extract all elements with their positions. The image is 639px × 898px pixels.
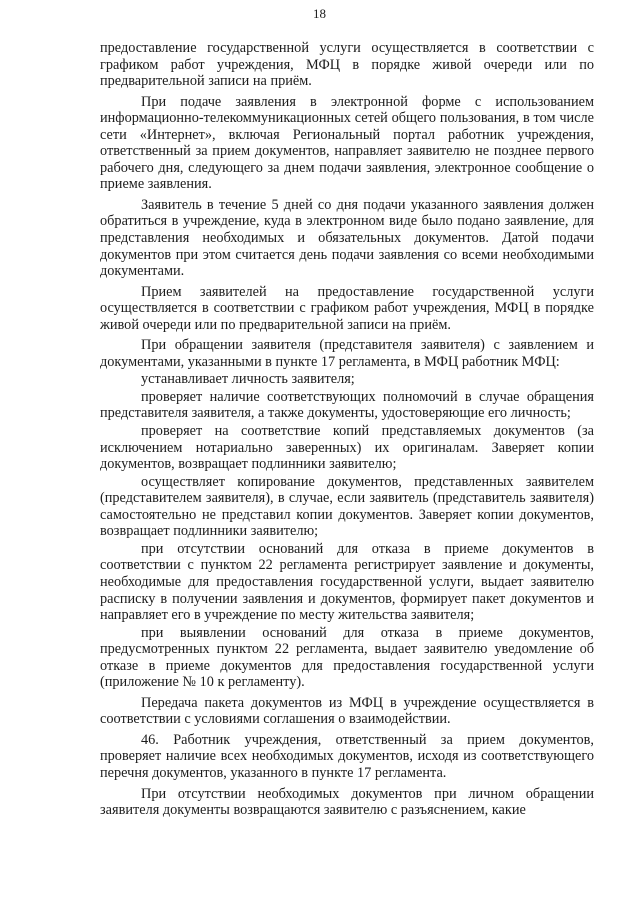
page-number: 18 (313, 6, 326, 21)
list-item: устанавливает личность заявителя; (141, 371, 355, 388)
document-body (100, 40, 594, 823)
paragraph: Передача пакета документов из МФЦ в учреждение осуществляется в соответствии с условиями соглашения о взаимодействии. (100, 694, 594, 728)
paragraph: При отсутствии необходимых документов при личном обращении заявителя документы возвращаются заявителю с разъяснением, какие (100, 785, 594, 819)
paragraph: При подаче заявления в электронной форме с использованием информационно-телекоммуникационных сетей общего пользования, в том числе сети «Интернет», включая Региональный портал работник учреждения, ответственный за прием документов, направляет заявителю не позднее первого рабочего дня, следующего за днем подачи заявления, электронное сообщение о приеме заявления. (100, 93, 594, 193)
paragraph: Прием заявителей на предоставление государственной услуги осуществляется в соответствии с графиком работ учреждения, МФЦ в порядке живой очереди или по предварительной записи на приём. (100, 283, 594, 333)
list-item: осуществляет копирование документов, представленных заявителем (представителем заявителя), в случае, если заявитель (представитель заявителя) самостоятельно не представил копии документов. Заверяет копии документов, возвращает подлинники заявителю; (100, 473, 594, 540)
list-item: проверяет наличие соответствующих полномочий в случае обращения представителя заявителя, а также документы, удостоверяющие его личность; (100, 388, 594, 422)
paragraph: предоставление государственной услуги осуществляется в соответствии с графиком работ учреждения, МФЦ в порядке живой очереди или по предварительной записи на приём. (100, 40, 594, 90)
list-item: при отсутствии оснований для отказа в приеме документов в соответствии с пунктом 22 регламента регистрирует заявление и документы, необходимые для предоставления государственной услуги, выдает заявителю расписку в получении заявления и документов, формирует пакет документов и направляет его в учреждение по месту жительства заявителя; (100, 540, 594, 624)
list-item: при выявлении оснований для отказа в приеме документов, предусмотренных пунктом 22 регламента, выдает заявителю уведомление об отказе в приеме документов для предоставления государственной услуги (приложение № 10 к регламенту). (100, 624, 594, 691)
list-item: проверяет на соответствие копий представляемых документов (за исключением нотариально заверенных) их оригиналам. Заверяет копии документов, возвращает подлинники заявителю; (100, 423, 594, 473)
paragraph: 46. Работник учреждения, ответственный за прием документов, проверяет наличие всех необходимых документов, исходя из соответствующего перечня документов, указанного в пункте 17 регламента. (100, 731, 594, 781)
paragraph: Заявитель в течение 5 дней со дня подачи указанного заявления должен обратиться в учреждение, куда в электронном виде было подано заявление, для представления необходимых и обязательных документов. Датой подачи документов при этом считается день подачи заявления со всеми необходимыми документами. (100, 196, 594, 280)
paragraph: При обращении заявителя (представителя заявителя) с заявлением и документами, указанными в пункте 17 регламента, в МФЦ работник МФЦ: (100, 337, 594, 370)
